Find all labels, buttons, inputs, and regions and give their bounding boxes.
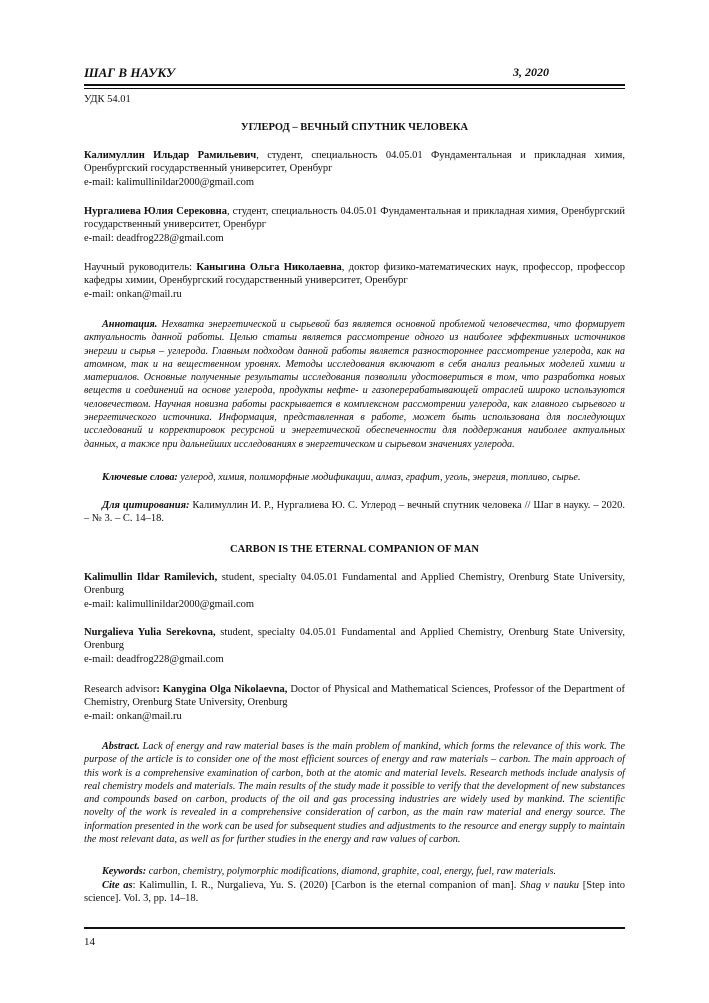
en-title: CARBON IS THE ETERNAL COMPANION OF MAN <box>230 544 479 555</box>
ru-abstract-label: Аннотация. <box>102 319 158 330</box>
ru-author2 <box>84 205 625 245</box>
en-author2-info: student, specialty 04.05.01 Fundamental and Applied Chemistry, Orenburg State University, Orenburg <box>84 627 625 652</box>
en-author1-email: e-mail: kalimullinildar2000@gmail.com <box>84 598 255 610</box>
article-page <box>84 0 625 1003</box>
ru-author2-info: , студент, специальность 04.05.01 Фундаментальная и прикладная химия, Оренбургский государственный университет, Оренбург <box>84 206 625 231</box>
en-keywords <box>84 865 625 878</box>
ru-keywords <box>84 471 625 484</box>
en-cite-label: Cite as <box>102 880 133 891</box>
ru-cite-text: Калимуллин И. Р., Нургалиева Ю. С. Углерод – вечный спутник человека // Шаг в науку. – 2020. – № 3. – С. 14–18. <box>84 500 625 525</box>
en-author2-name: Nurgalieva Yulia Serekovna, <box>84 627 216 638</box>
ru-title: УГЛЕРОД – ВЕЧНЫЙ СПУТНИК ЧЕЛОВЕКА <box>240 122 469 133</box>
ru-author1-info: , студент, специальность 04.05.01 Фундаментальная и прикладная химия, Оренбургский государственный университет, Оренбург <box>84 150 626 175</box>
ru-advisor-name: Каныгина Ольга Николаевна <box>196 262 342 273</box>
en-author1 <box>84 571 625 611</box>
ru-advisor-info: , доктор физико-математических наук, профессор, профессор кафедры химии, Оренбургский государственный университет, Оренбург <box>84 262 626 287</box>
en-author2 <box>84 626 625 666</box>
ru-author2-name: Нургалиева Юлия Серековна <box>84 206 227 217</box>
en-advisor-info: Doctor of Physical and Mathematical Sciences, Professor of the Department of Chemistry, Orenburg State University, Orenburg <box>84 684 625 709</box>
ru-author2-email: e-mail: deadfrog228@gmail.com <box>84 232 224 244</box>
en-abstract-label: Abstract. <box>102 741 140 752</box>
journal-title: ШАГ В НАУКУ <box>84 65 176 80</box>
en-abstract <box>84 740 625 846</box>
en-cite-text-2: [Step into science]. Vol. 3, pp. 14–18. <box>84 880 625 905</box>
en-abstract-text: Lack of energy and raw material bases is the main problem of mankind, which forms the relevance of this work. The purpose of the article is to consider one of the most efficient sources of energy and raw materials – carbon. The main approach of this work is a comprehensive examination of carbon, both at the atomic and material levels. Research methods include analysis of real chemistry models and materials. The main results of the study made it possible to verify that the development of new substances and compounds based on carbon, products of the oil and gas processing industries are widely used by mankind. The scientific novelty of the work is revealed in a comprehensive consideration of carbon, as the main raw material and energy source. The information presented in the work can be used for subsequent studies and adjustments to the resource and energy supply to maintain the most relevant data, as well as for further studies in the energy and raw values of carbon. <box>84 741 625 846</box>
en-cite-text-1: : Kalimullin, I. R., Nurgalieva, Yu. S. (2020) [Carbon is the eternal companion of man]. <box>132 880 521 891</box>
udk-code: УДК 54.01 <box>84 94 131 105</box>
ru-keywords-label: Ключевые слова: <box>102 472 178 483</box>
ru-abstract-text: Нехватка энергетической и сырьевой баз является основной проблемой человечества, что формирует актуальность данной работы. Целью статьи является рассмотрение одного из наиболее эффективных источников энергии и сырья – углерода. Главным подходом данной работы является разностороннее рассмотрение углерода, как на атомном, так и на вещественном уровнях. Методы исследования включают в себя анализ реальных моделей химии и материалов. Основные полученные результаты исследования позволили удостовериться в том, что разработка новых веществ и соединений на основе углерода, продукты нефте- и газоперерабатывающей отраслей широко используются человечеством. Научная новизна работы раскрывается в комплексном рассмотрении углерода, как главного сырьевого и энергетического источника. Информация, представленная в работе, может быть использована для последующих исследований и корректировок ресурсной и энергетической обеспеченности для поддержания наиболее актуальных данных, а также при дальнейших исследованиях в энергетическом и сырьевом значениях углерода. <box>84 319 625 450</box>
en-author1-info: student, specialty 04.05.01 Fundamental and Applied Chemistry, Orenburg State University, Orenburg <box>84 572 626 597</box>
en-advisor-prefix: Research advisor <box>84 684 157 695</box>
ru-advisor <box>84 261 625 301</box>
ru-author1-email: e-mail: kalimullinildar2000@gmail.com <box>84 176 255 188</box>
running-header <box>84 66 625 86</box>
en-author1-name: Kalimullin Ildar Ramilevich, <box>84 572 218 583</box>
footer-rule <box>84 927 625 929</box>
ru-author1-name: Калимуллин Ильдар Рамильевич <box>84 150 257 161</box>
en-keywords-label: Keywords: <box>102 866 147 877</box>
ru-keywords-text: углерод, химия, полиморфные модификации, алмаз, графит, уголь, энергия, топливо, сырье. <box>177 472 581 483</box>
ru-advisor-prefix: Научный руководитель: <box>84 262 197 273</box>
header-rule-thin <box>84 88 625 89</box>
en-citation <box>84 879 625 906</box>
header-rule <box>84 84 625 86</box>
issue-number: 3, 2020 <box>513 65 549 79</box>
page-number: 14 <box>84 936 95 948</box>
ru-abstract <box>84 318 625 451</box>
en-keywords-text: carbon, chemistry, polymorphic modifications, diamond, graphite, coal, energy, fuel, raw materials. <box>146 866 557 877</box>
ru-advisor-email: e-mail: onkan@mail.ru <box>84 288 182 300</box>
en-advisor <box>84 683 625 723</box>
en-author2-email: e-mail: deadfrog228@gmail.com <box>84 653 224 665</box>
en-advisor-name: : Kanygina Olga Nikolaevna, <box>156 684 288 695</box>
ru-author1 <box>84 149 625 189</box>
ru-citation <box>84 499 625 526</box>
ru-cite-label: Для цитирования: <box>102 500 190 511</box>
en-cite-journal: Shag v nauku <box>520 880 579 891</box>
en-advisor-email: e-mail: onkan@mail.ru <box>84 710 182 722</box>
